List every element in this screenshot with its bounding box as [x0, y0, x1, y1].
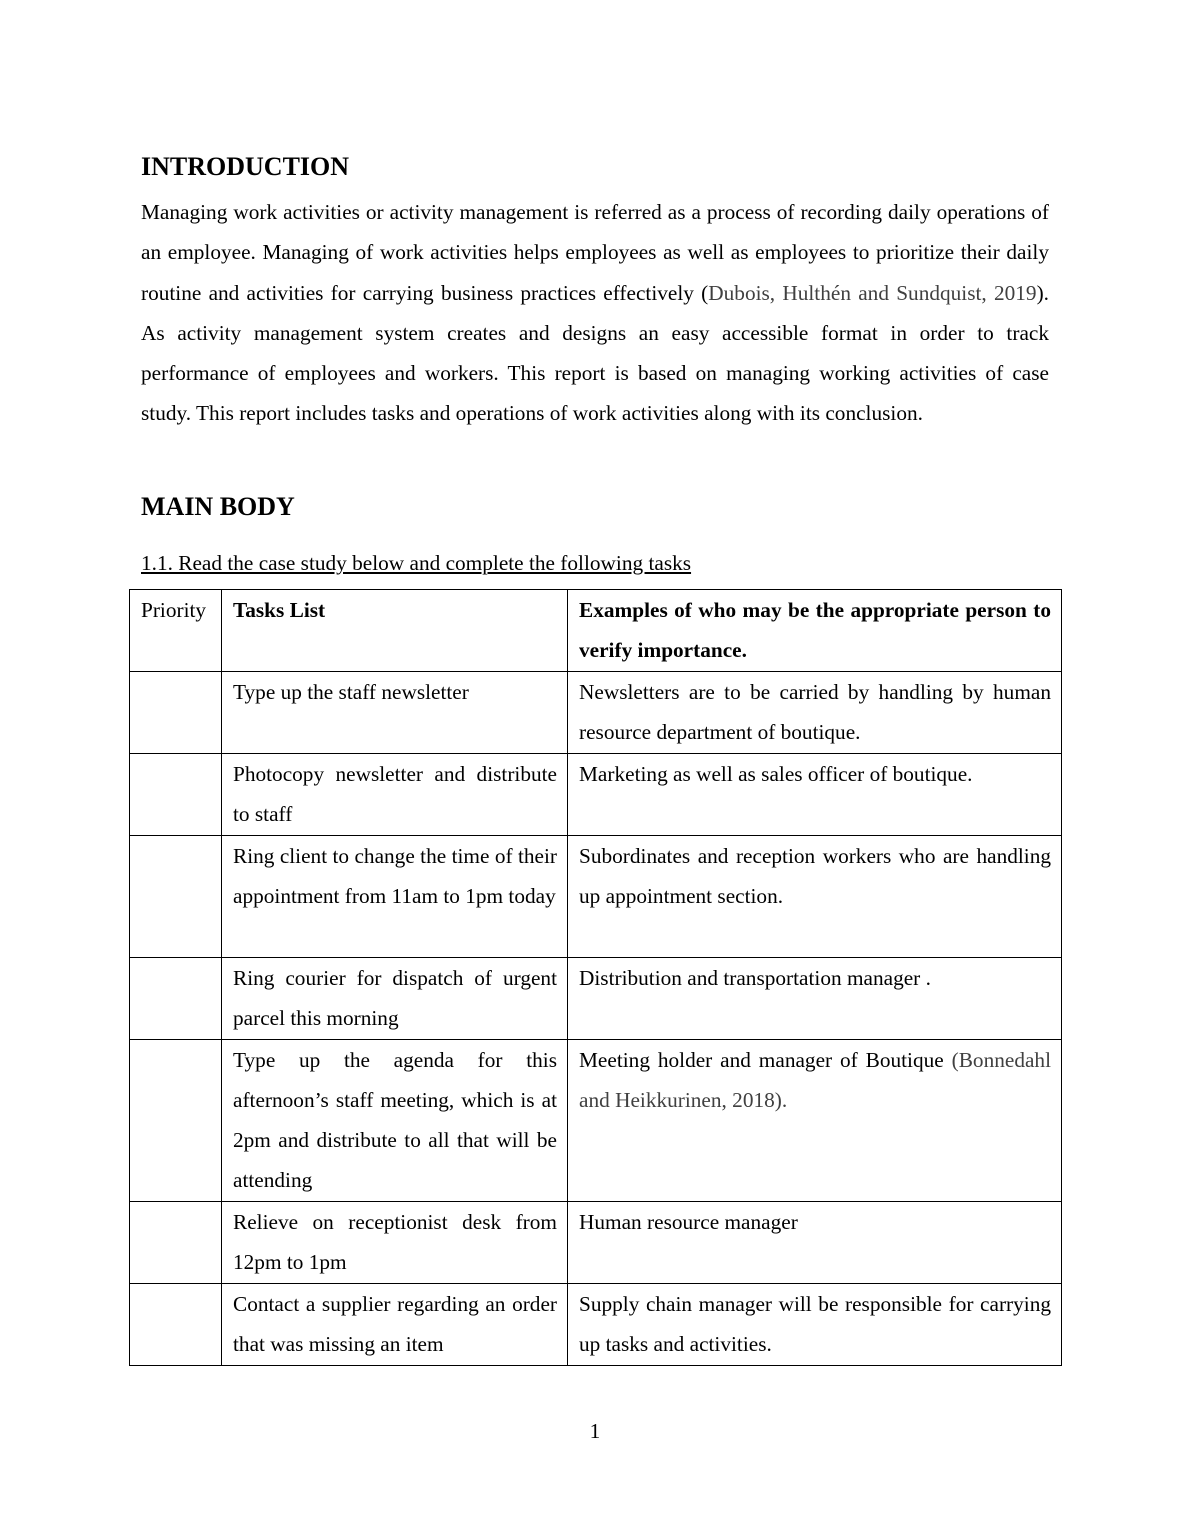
task-cell: Type up the staff newsletter	[222, 671, 568, 753]
introduction-text-part2: ). As activity management system creates and designs an easy accessible format in order to track performance of employees and workers. This report is based on managing working activities of case study. This report includes tasks and operations of work activities along with its conclusion.	[141, 280, 1049, 426]
task-cell: Relieve on receptionist desk from 12pm to 1pm	[222, 1201, 568, 1283]
example-cell	[568, 835, 1062, 957]
example-cell	[568, 957, 1062, 1039]
task-subheading: 1.1. Read the case study below and complete the following tasks	[141, 551, 692, 575]
example-text: Marketing as well as sales officer of boutique.	[579, 761, 973, 786]
task-cell: Contact a supplier regarding an order that was missing an item	[222, 1283, 568, 1365]
example-cell	[568, 1201, 1062, 1283]
priority-cell	[130, 957, 222, 1039]
introduction-citation: Dubois, Hulthén and Sundquist, 2019	[708, 280, 1037, 305]
example-text: Distribution and transportation manager .	[579, 965, 931, 990]
introduction-text-part1: Managing work activities or activity management is referred as a process of recording daily operations of an employee. Managing of work activities helps employees as well as employees to prioritize their daily routine and activities for carrying business practices effectively (	[141, 200, 1049, 305]
example-text: Newsletters are to be carried by handling by human resource department of boutique.	[579, 679, 1051, 744]
table-header-row	[130, 590, 1062, 672]
priority-cell	[130, 671, 222, 753]
introduction-paragraph	[141, 192, 1049, 434]
example-cell	[568, 1039, 1062, 1201]
task-cell: Photocopy newsletter and distribute to staff	[222, 753, 568, 835]
example-text: Meeting holder and manager of Boutique	[579, 1047, 952, 1072]
header-examples: Examples of who may be the appropriate person to verify importance.	[568, 590, 1062, 672]
priority-cell	[130, 1283, 222, 1365]
example-text: Human resource manager	[579, 1209, 798, 1234]
task-cell: Ring client to change the time of their appointment from 11am to 1pm today	[222, 835, 568, 957]
table-row	[130, 1283, 1062, 1365]
priority-cell	[130, 1039, 222, 1201]
task-cell: Type up the agenda for this afternoon’s staff meeting, which is at 2pm and distribute to all that will be attending	[222, 1039, 568, 1201]
table-row	[130, 753, 1062, 835]
main-body-heading: MAIN BODY	[141, 492, 295, 521]
page-number: 1	[589, 1419, 601, 1443]
table-row	[130, 957, 1062, 1039]
example-citation: (Bonnedahl and Heikkurinen, 2018).	[579, 1047, 1051, 1112]
priority-cell	[130, 835, 222, 957]
example-cell	[568, 1283, 1062, 1365]
header-priority: Priority	[130, 590, 222, 672]
example-text: Subordinates and reception workers who are handling up appointment section.	[579, 843, 1051, 908]
table-row	[130, 1201, 1062, 1283]
tasks-table	[129, 589, 1062, 1366]
table-row	[130, 835, 1062, 957]
example-text: Supply chain manager will be responsible for carrying up tasks and activities.	[579, 1291, 1051, 1357]
introduction-heading: INTRODUCTION	[141, 152, 350, 181]
table-row	[130, 1039, 1062, 1201]
example-cell	[568, 671, 1062, 753]
example-cell	[568, 753, 1062, 835]
priority-cell	[130, 1201, 222, 1283]
header-tasks-list: Tasks List	[222, 590, 568, 672]
table-row	[130, 671, 1062, 753]
task-cell: Ring courier for dispatch of urgent parcel this morning	[222, 957, 568, 1039]
priority-cell	[130, 753, 222, 835]
